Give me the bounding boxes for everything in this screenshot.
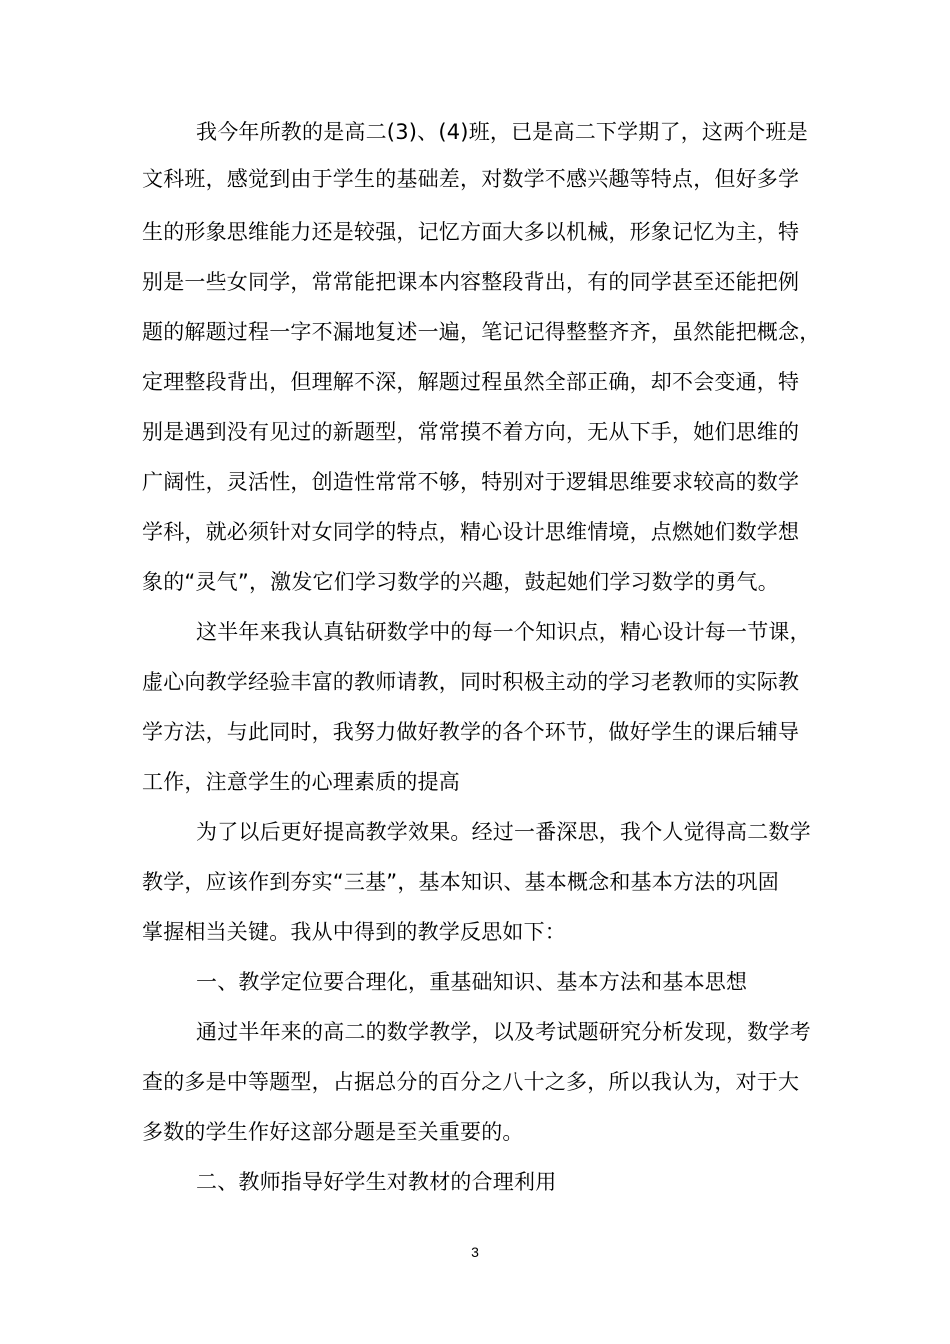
page-number: 3 [471,1244,479,1260]
paragraph-1-line-10: 象的“灵气”，激发它们学习数学的兴趣，鼓起她们学习数学的勇气。 [142,570,779,594]
paragraph-4-line-2: 查的多是中等题型，占据总分的百分之八十之多，所以我认为，对于大 [142,1070,800,1094]
section-heading-2: 二、教师指导好学生对教材的合理利用 [196,1170,557,1194]
paragraph-3-line-3: 掌握相当关键。我从中得到的教学反思如下： [142,920,566,944]
paragraph-1-line-3: 生的形象思维能力还是较强，记忆方面大多以机械，形象记忆为主，特 [142,220,800,244]
paragraph-1-line-9: 学科，就必须针对女同学的特点，精心设计思维情境，点燃她们数学想 [142,520,800,544]
paragraph-4-line-3: 多数的学生作好这部分题是至关重要的。 [142,1120,524,1144]
paragraph-1-line-4: 别是一些女同学，常常能把课本内容整段背出，有的同学甚至还能把例 [142,270,800,294]
paragraph-2-line-4: 工作，注意学生的心理素质的提高 [142,770,460,794]
paragraph-1-line-7: 别是遇到没有见过的新题型，常常摸不着方向，无从下手，她们思维的 [142,420,800,444]
paragraph-2-line-1: 这半年来我认真钻研数学中的每一个知识点，精心设计每一节课， [196,620,811,644]
paragraph-4-line-1: 通过半年来的高二的数学教学，以及考试题研究分析发现，数学考 [196,1020,811,1044]
section-heading-1: 一、教学定位要合理化，重基础知识、基本方法和基本思想 [196,970,748,994]
paragraph-1-line-2: 文科班，感觉到由于学生的基础差，对数学不感兴趣等特点，但好多学 [142,167,800,191]
paragraph-2-line-3: 学方法，与此同时，我努力做好教学的各个环节，做好学生的课后辅导 [142,720,800,744]
paragraph-2-line-2: 虚心向教学经验丰富的教师请教，同时积极主动的学习老教师的实际教 [142,670,800,694]
paragraph-1-line-5: 题的解题过程一字不漏地复述一遍，笔记记得整整齐齐，虽然能把概念， [142,320,821,344]
paragraph-3-line-2: 教学，应该作到夯实“三基”，基本知识、基本概念和基本方法的巩固 [142,870,779,894]
paragraph-3-line-1: 为了以后更好提高教学效果。经过一番深思，我个人觉得高二数学 [196,820,811,844]
paragraph-1-line-1: 我今年所教的是高二(3)、(4)班，已是高二下学期了，这两个班是 [196,120,808,144]
paragraph-1-line-6: 定理整段背出，但理解不深，解题过程虽然全部正确，却不会变通，特 [142,370,800,394]
paragraph-1-line-8: 广阔性，灵活性，创造性常常不够，特别对于逻辑思维要求较高的数学 [142,470,800,494]
